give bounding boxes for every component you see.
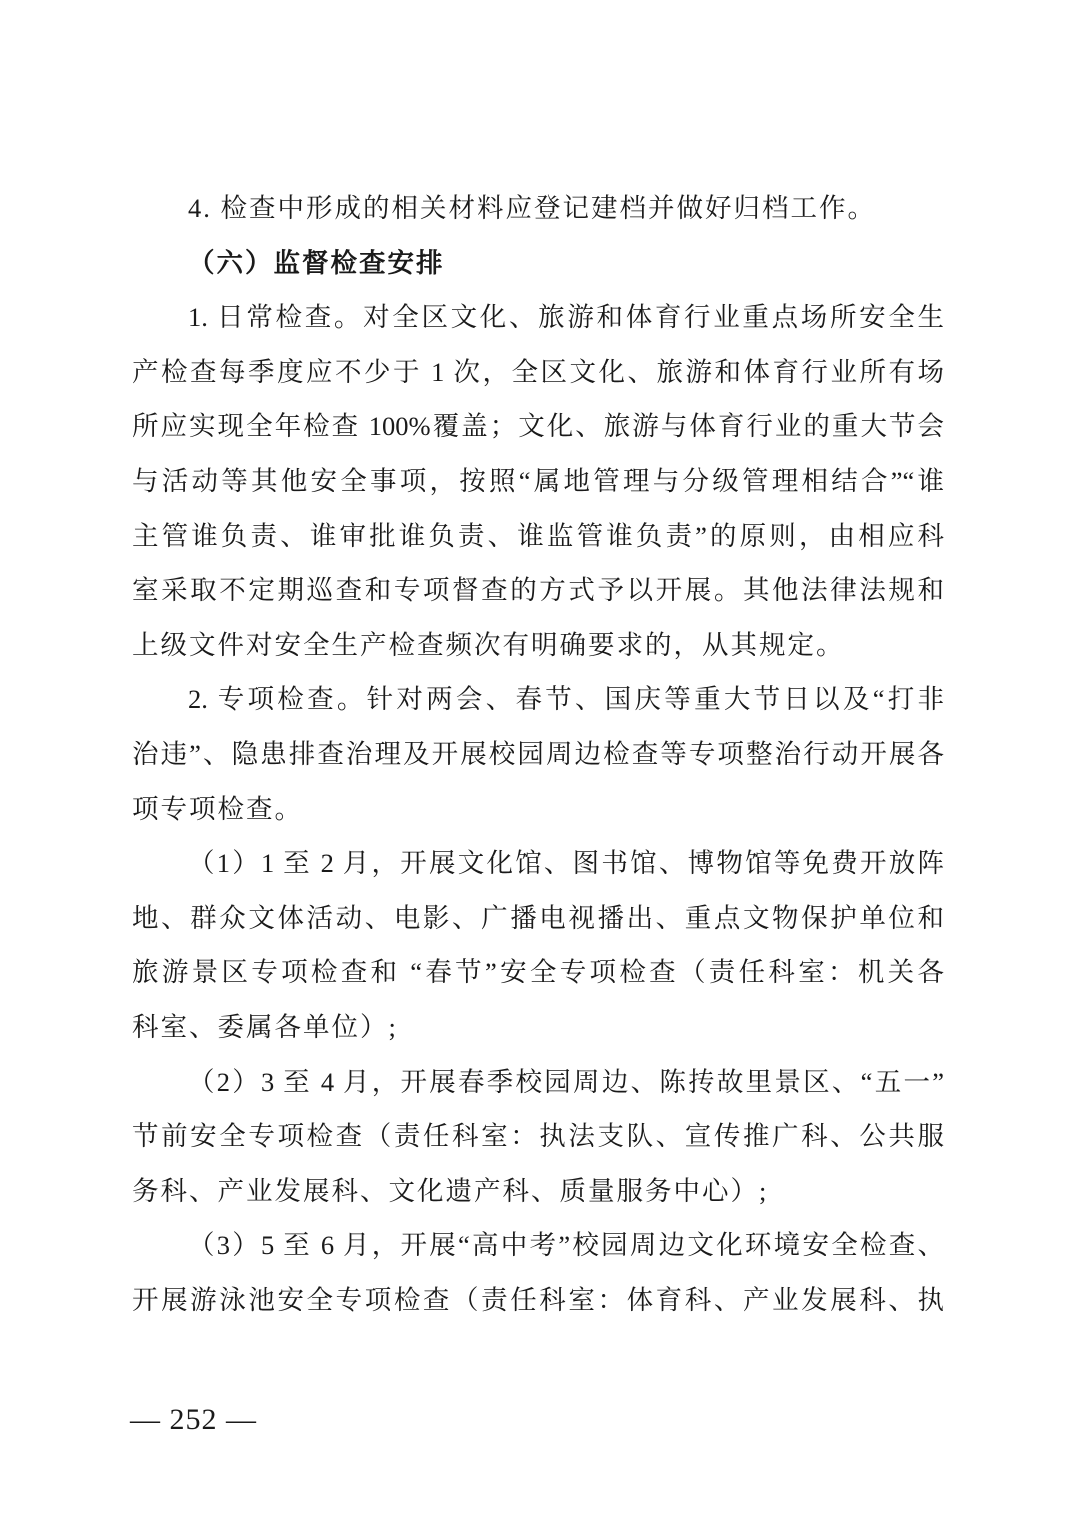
text-line: 开展游泳池安全专项检查（责任科室：体育科、产业发展科、执 xyxy=(132,1284,944,1315)
text-line: 与活动等其他安全事项，按照“属地管理与分级管理相结合”“谁 xyxy=(132,465,944,496)
text-line: （3）5 至 6 月，开展“高中考”校园周边文化环境安全检查、 xyxy=(188,1230,944,1261)
text-line: 节前安全专项检查（责任科室：执法支队、宣传推广科、公共服 xyxy=(132,1121,944,1152)
text-line: 科室、委属各单位）; xyxy=(132,1011,398,1042)
text-line: （2）3 至 4 月，开展春季校园周边、陈抟故里景区、“五一” xyxy=(188,1066,944,1097)
text-line: 2. 专项检查。针对两会、春节、国庆等重大节日以及“打非 xyxy=(188,684,944,715)
text-line: 4. 检查中形成的相关材料应登记建档并做好归档工作。 xyxy=(188,193,876,223)
text-line: 务科、产业发展科、文化遗产科、质量服务中心）; xyxy=(132,1175,769,1206)
document-body xyxy=(132,181,944,1327)
text-line: 旅游景区专项检查和 “春节”安全专项检查（责任科室：机关各 xyxy=(132,957,944,988)
text-line: 上级文件对安全生产检查频次有明确要求的，从其规定。 xyxy=(132,629,845,660)
text-line: 1. 日常检查。对全区文化、旅游和体育行业重点场所安全生 xyxy=(188,302,944,333)
text-line: 项专项检查。 xyxy=(132,793,303,824)
text-line: 产检查每季度应不少于 1 次，全区文化、旅游和体育行业所有场 xyxy=(132,356,944,387)
text-line: （1）1 至 2 月，开展文化馆、图书馆、博物馆等免费开放阵 xyxy=(188,848,944,879)
text-line: 所应实现全年检查 100%覆盖；文化、旅游与体育行业的重大节会 xyxy=(132,411,944,442)
text-line: 地、群众文体活动、电影、广播电视播出、重点文物保护单位和 xyxy=(132,902,944,933)
section-heading: （六）监督检查安排 xyxy=(188,247,445,278)
text-line: 室采取不定期巡查和专项督查的方式予以开展。其他法律法规和 xyxy=(132,575,944,606)
page-number: — 252 — xyxy=(130,1403,257,1436)
text-line: 主管谁负责、谁审批谁负责、谁监管谁负责”的原则，由相应科 xyxy=(132,520,944,551)
text-line: 治违”、隐患排查治理及开展校园周边检查等专项整治行动开展各 xyxy=(132,738,944,769)
